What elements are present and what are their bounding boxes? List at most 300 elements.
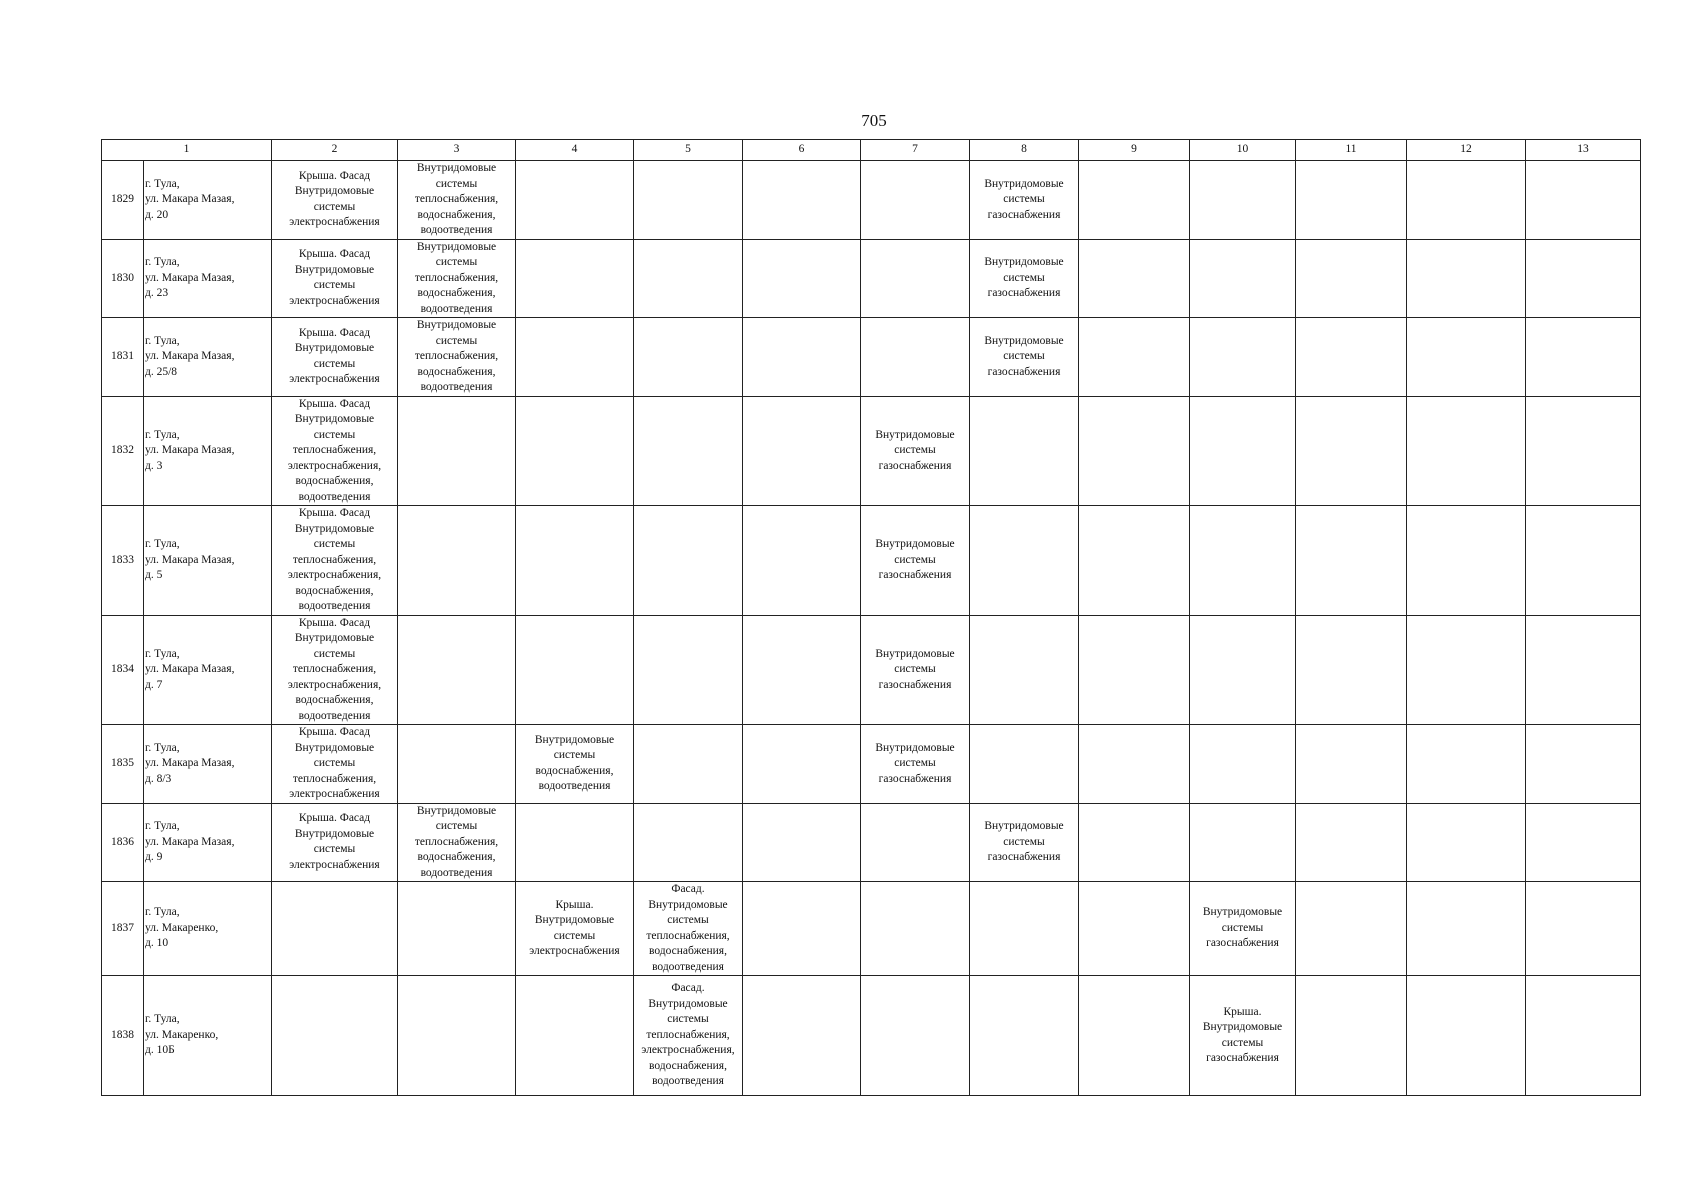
page-number: 705 bbox=[861, 111, 887, 130]
address-line: д. 8/3 bbox=[145, 772, 172, 785]
address-line: г. Тула, bbox=[145, 428, 180, 441]
work-cell-col-2 bbox=[272, 725, 398, 804]
column-header: 9 bbox=[1079, 140, 1190, 161]
work-line: теплоснабжения, bbox=[414, 835, 499, 848]
work-cell-col-6 bbox=[743, 506, 861, 616]
column-header: 13 bbox=[1526, 140, 1641, 161]
work-cell-col-7 bbox=[861, 318, 970, 397]
work-cell-col-11 bbox=[1296, 976, 1407, 1096]
address-line: ул. Макара Мазая, bbox=[145, 835, 235, 848]
work-line: Внутридомовые bbox=[416, 804, 497, 817]
work-cell-col-11 bbox=[1296, 882, 1407, 976]
work-cell-col-4 bbox=[516, 506, 634, 616]
column-header: 10 bbox=[1190, 140, 1296, 161]
work-line: газоснабжения bbox=[878, 678, 952, 691]
work-line: Фасад. bbox=[671, 982, 705, 995]
work-cell-col-2 bbox=[272, 882, 398, 976]
work-cell-col-10 bbox=[1190, 239, 1296, 318]
table-row bbox=[102, 239, 1641, 318]
work-line: водоотведения bbox=[420, 224, 493, 236]
work-cell-col-13 bbox=[1526, 976, 1641, 1096]
work-cell-col-11 bbox=[1296, 239, 1407, 318]
work-cell-col-12 bbox=[1407, 506, 1526, 616]
work-line: газоснабжения bbox=[1206, 937, 1279, 950]
column-header: 5 bbox=[634, 140, 743, 161]
table-row bbox=[102, 161, 1641, 240]
address-line: ул. Макара Мазая, bbox=[145, 350, 235, 362]
work-line: водоотведения bbox=[652, 1075, 724, 1088]
column-header: 1 bbox=[102, 140, 272, 161]
work-cell-col-6 bbox=[743, 161, 861, 240]
work-cell-col-8 bbox=[970, 725, 1079, 804]
work-cell-col-7 bbox=[861, 396, 970, 506]
work-line: водоотведения bbox=[298, 490, 371, 503]
work-line: водоснабжения, bbox=[295, 694, 374, 706]
work-cell-col-5 bbox=[634, 725, 743, 804]
column-header: 4 bbox=[516, 140, 634, 161]
work-cell-col-13 bbox=[1526, 615, 1641, 725]
address-cell bbox=[144, 506, 272, 616]
work-line: теплоснабжения, bbox=[292, 663, 377, 675]
row-number: 1838 bbox=[102, 976, 144, 1096]
work-line: Крыша. Фасад bbox=[298, 726, 371, 738]
work-line: газоснабжения bbox=[878, 772, 952, 785]
work-cell-col-10 bbox=[1190, 803, 1296, 882]
work-cell-col-11 bbox=[1296, 396, 1407, 506]
work-cell-col-3 bbox=[398, 976, 516, 1096]
address-line: ул. Макаренко, bbox=[145, 921, 219, 934]
work-cell-col-13 bbox=[1526, 239, 1641, 318]
work-line: газоснабжения bbox=[987, 208, 1061, 221]
work-cell-col-8 bbox=[970, 882, 1079, 976]
work-cell-col-7 bbox=[861, 882, 970, 976]
table-body bbox=[102, 161, 1641, 1096]
work-cell-col-11 bbox=[1296, 725, 1407, 804]
header-row bbox=[102, 140, 1641, 161]
work-line: Крыша. Фасад bbox=[298, 616, 371, 629]
work-cell-col-12 bbox=[1407, 882, 1526, 976]
work-cell-col-10 bbox=[1190, 615, 1296, 725]
work-cell-col-12 bbox=[1407, 615, 1526, 725]
address-line: г. Тула, bbox=[145, 334, 180, 347]
address-line: ул. Макара Мазая, bbox=[145, 757, 235, 769]
work-cell-col-12 bbox=[1407, 725, 1526, 804]
address-cell bbox=[144, 976, 272, 1096]
work-cell-col-4 bbox=[516, 318, 634, 397]
work-line: Внутридомовые bbox=[1202, 1021, 1283, 1033]
address-line: г. Тула, bbox=[145, 906, 180, 919]
work-line: водоснабжения, bbox=[417, 851, 496, 863]
address-line: г. Тула, bbox=[145, 647, 180, 660]
work-line: водоотведения bbox=[420, 381, 493, 393]
work-line: системы bbox=[313, 357, 356, 370]
work-cell-col-11 bbox=[1296, 318, 1407, 397]
work-line: системы bbox=[313, 647, 356, 660]
address-line: д. 3 bbox=[145, 459, 163, 472]
work-line: электроснабжения bbox=[289, 294, 380, 307]
work-line: Внутридомовые bbox=[984, 177, 1064, 190]
work-line: Внутридомовые bbox=[984, 820, 1064, 832]
work-cell-col-5 bbox=[634, 161, 743, 240]
work-cell-col-2 bbox=[272, 396, 398, 506]
work-line: системы bbox=[435, 820, 478, 832]
work-cell-col-7 bbox=[861, 161, 970, 240]
work-line: системы bbox=[435, 334, 478, 347]
work-cell-col-10 bbox=[1190, 882, 1296, 976]
row-number: 1833 bbox=[102, 506, 144, 616]
work-line: водоснабжения, bbox=[295, 475, 374, 487]
address-cell bbox=[144, 239, 272, 318]
work-line: теплоснабжения, bbox=[646, 1028, 730, 1041]
address-line: ул. Макаренко, bbox=[145, 1028, 219, 1041]
address-cell bbox=[144, 882, 272, 976]
address-line: ул. Макара Мазая, bbox=[145, 553, 235, 566]
work-line: Внутридомовые bbox=[534, 914, 615, 926]
work-line: системы bbox=[1221, 1036, 1264, 1049]
work-cell-col-9 bbox=[1079, 161, 1190, 240]
work-cell-col-10 bbox=[1190, 396, 1296, 506]
work-cell-col-4 bbox=[516, 976, 634, 1096]
work-cell-col-2 bbox=[272, 976, 398, 1096]
work-line: Крыша. Фасад bbox=[298, 248, 371, 261]
work-cell-col-10 bbox=[1190, 976, 1296, 1096]
work-line: системы bbox=[1003, 835, 1045, 848]
work-cell-col-13 bbox=[1526, 161, 1641, 240]
work-line: теплоснабжения, bbox=[292, 444, 377, 456]
work-cell-col-12 bbox=[1407, 396, 1526, 506]
table-row bbox=[102, 976, 1641, 1096]
work-line: Внутридомовые bbox=[294, 413, 375, 425]
work-line: Внутридомовые bbox=[416, 162, 497, 174]
column-header: 2 bbox=[272, 140, 398, 161]
work-cell-col-8 bbox=[970, 396, 1079, 506]
work-line: газоснабжения bbox=[878, 459, 952, 472]
work-line: Внутридомовые bbox=[294, 741, 375, 754]
work-line: системы bbox=[313, 843, 356, 856]
work-line: системы bbox=[894, 553, 936, 566]
work-cell-col-3 bbox=[398, 803, 516, 882]
work-cell-col-6 bbox=[743, 882, 861, 976]
address-cell bbox=[144, 615, 272, 725]
work-line: Внутридомовые bbox=[416, 319, 497, 331]
work-cell-col-11 bbox=[1296, 615, 1407, 725]
address-line: д. 23 bbox=[145, 287, 169, 299]
work-line: водоотведения bbox=[298, 709, 371, 722]
work-cell-col-4 bbox=[516, 396, 634, 506]
work-cell-col-7 bbox=[861, 725, 970, 804]
address-cell bbox=[144, 725, 272, 804]
work-cell-col-12 bbox=[1407, 803, 1526, 882]
work-line: теплоснабжения, bbox=[414, 271, 499, 284]
work-cell-col-3 bbox=[398, 506, 516, 616]
work-line: системы bbox=[313, 200, 356, 213]
address-cell bbox=[144, 396, 272, 506]
work-cell-col-9 bbox=[1079, 396, 1190, 506]
address-line: д. 20 bbox=[145, 208, 169, 221]
work-cell-col-2 bbox=[272, 506, 398, 616]
work-cell-col-4 bbox=[516, 725, 634, 804]
work-line: водоснабжения, bbox=[649, 1059, 727, 1072]
work-line: Внутридомовые bbox=[984, 334, 1064, 347]
table-row bbox=[102, 725, 1641, 804]
work-cell-col-5 bbox=[634, 396, 743, 506]
address-line: г. Тула, bbox=[145, 177, 180, 190]
work-line: системы bbox=[553, 929, 596, 942]
work-line: газоснабжения bbox=[987, 851, 1061, 863]
table-row bbox=[102, 882, 1641, 976]
row-number: 1830 bbox=[102, 239, 144, 318]
work-cell-col-5 bbox=[634, 615, 743, 725]
work-cell-col-7 bbox=[861, 615, 970, 725]
address-line: ул. Макара Мазая, bbox=[145, 193, 235, 205]
work-line: системы bbox=[667, 914, 709, 926]
work-line: электроснабжения bbox=[289, 858, 380, 871]
work-cell-col-3 bbox=[398, 396, 516, 506]
work-line: Внутридомовые bbox=[648, 898, 728, 911]
work-line: электроснабжения bbox=[289, 373, 380, 386]
work-cell-col-2 bbox=[272, 615, 398, 725]
work-cell-col-7 bbox=[861, 976, 970, 1096]
work-cell-col-8 bbox=[970, 976, 1079, 1096]
work-cell-col-4 bbox=[516, 803, 634, 882]
work-cell-col-8 bbox=[970, 239, 1079, 318]
address-cell bbox=[144, 318, 272, 397]
table-row bbox=[102, 615, 1641, 725]
address-line: ул. Макара Мазая, bbox=[145, 444, 235, 456]
work-line: Внутридомовые bbox=[294, 632, 375, 644]
work-line: электроснабжения, bbox=[287, 459, 382, 472]
work-cell-col-10 bbox=[1190, 725, 1296, 804]
work-cell-col-4 bbox=[516, 882, 634, 976]
work-cell-col-7 bbox=[861, 803, 970, 882]
work-cell-col-3 bbox=[398, 725, 516, 804]
work-cell-col-3 bbox=[398, 882, 516, 976]
work-line: системы bbox=[313, 757, 356, 769]
work-line: водоснабжения, bbox=[417, 287, 496, 299]
work-line: газоснабжения bbox=[1206, 1052, 1279, 1064]
work-line: Фасад. bbox=[671, 883, 705, 895]
work-cell-col-7 bbox=[861, 239, 970, 318]
address-cell bbox=[144, 161, 272, 240]
work-cell-col-5 bbox=[634, 882, 743, 976]
work-cell-col-2 bbox=[272, 803, 398, 882]
work-line: системы bbox=[313, 538, 356, 550]
address-line: д. 5 bbox=[145, 569, 163, 581]
work-line: водоснабжения, bbox=[417, 208, 496, 221]
work-cell-col-13 bbox=[1526, 725, 1641, 804]
work-cell-col-11 bbox=[1296, 506, 1407, 616]
work-cell-col-13 bbox=[1526, 882, 1641, 976]
work-cell-col-6 bbox=[743, 615, 861, 725]
work-cell-col-11 bbox=[1296, 161, 1407, 240]
work-line: Внутридомовые bbox=[648, 997, 728, 1010]
work-line: электроснабжения, bbox=[641, 1044, 735, 1057]
work-line: теплоснабжения, bbox=[292, 772, 377, 785]
work-cell-col-2 bbox=[272, 239, 398, 318]
work-line: газоснабжения bbox=[878, 569, 952, 581]
work-cell-col-10 bbox=[1190, 506, 1296, 616]
work-cell-col-8 bbox=[970, 803, 1079, 882]
work-cell-col-6 bbox=[743, 976, 861, 1096]
work-line: Крыша. Фасад bbox=[298, 326, 371, 339]
work-line: Крыша. Фасад bbox=[298, 169, 371, 182]
address-line: г. Тула, bbox=[145, 741, 180, 754]
work-line: теплоснабжения, bbox=[646, 929, 730, 942]
work-line: водоснабжения, bbox=[295, 584, 374, 597]
table-row bbox=[102, 318, 1641, 397]
work-cell-col-7 bbox=[861, 506, 970, 616]
work-cell-col-10 bbox=[1190, 318, 1296, 397]
work-line: Крыша. bbox=[1223, 1005, 1262, 1018]
work-cell-col-9 bbox=[1079, 976, 1190, 1096]
work-cell-col-8 bbox=[970, 161, 1079, 240]
address-line: д. 10 bbox=[145, 937, 169, 950]
work-line: системы bbox=[894, 444, 936, 456]
work-line: системы bbox=[313, 428, 356, 441]
address-line: г. Тула, bbox=[145, 538, 180, 550]
work-line: теплоснабжения, bbox=[292, 553, 377, 566]
work-cell-col-3 bbox=[398, 161, 516, 240]
work-cell-col-3 bbox=[398, 615, 516, 725]
address-line: д. 9 bbox=[145, 851, 163, 863]
work-cell-col-12 bbox=[1407, 161, 1526, 240]
work-cell-col-13 bbox=[1526, 396, 1641, 506]
table-row bbox=[102, 506, 1641, 616]
work-cell-col-6 bbox=[743, 318, 861, 397]
work-cell-col-13 bbox=[1526, 506, 1641, 616]
work-cell-col-6 bbox=[743, 239, 861, 318]
work-line: электроснабжения bbox=[289, 788, 380, 800]
work-line: Внутридомовые bbox=[875, 647, 955, 660]
work-line: системы bbox=[1003, 193, 1045, 205]
work-line: системы bbox=[894, 663, 936, 675]
address-line: г. Тула, bbox=[145, 1013, 180, 1026]
work-line: системы bbox=[435, 177, 478, 190]
work-cell-col-4 bbox=[516, 239, 634, 318]
address-line: ул. Макара Мазая, bbox=[145, 271, 235, 284]
address-line: д. 7 bbox=[145, 678, 163, 691]
work-line: водоотведения bbox=[420, 866, 493, 879]
work-line: Внутридомовые bbox=[294, 185, 375, 198]
work-line: водоснабжения, bbox=[649, 945, 727, 957]
row-number: 1835 bbox=[102, 725, 144, 804]
row-number: 1832 bbox=[102, 396, 144, 506]
column-header: 11 bbox=[1296, 140, 1407, 161]
work-line: Внутридомовые bbox=[416, 240, 497, 253]
work-cell-col-12 bbox=[1407, 239, 1526, 318]
work-cell-col-5 bbox=[634, 976, 743, 1096]
work-line: системы bbox=[667, 1013, 709, 1026]
work-cell-col-9 bbox=[1079, 803, 1190, 882]
work-cell-col-9 bbox=[1079, 318, 1190, 397]
work-line: системы bbox=[1003, 271, 1045, 284]
work-line: водоотведения bbox=[652, 960, 724, 973]
address-line: д. 25/8 bbox=[145, 365, 178, 378]
column-header: 6 bbox=[743, 140, 861, 161]
work-line: системы bbox=[435, 256, 478, 268]
work-line: газоснабжения bbox=[987, 287, 1061, 299]
column-header: 8 bbox=[970, 140, 1079, 161]
work-cell-col-3 bbox=[398, 318, 516, 397]
work-line: Крыша. Фасад bbox=[298, 397, 371, 410]
address-line: д. 10Б bbox=[145, 1044, 175, 1057]
work-line: электроснабжения, bbox=[287, 678, 382, 691]
work-cell-col-4 bbox=[516, 161, 634, 240]
work-cell-col-6 bbox=[743, 803, 861, 882]
address-cell bbox=[144, 803, 272, 882]
work-line: водоотведения bbox=[298, 600, 371, 612]
work-line: водоотведения bbox=[420, 302, 493, 315]
column-header: 12 bbox=[1407, 140, 1526, 161]
work-line: Внутридомовые bbox=[534, 733, 615, 746]
work-cell-col-3 bbox=[398, 239, 516, 318]
work-line: теплоснабжения, bbox=[414, 350, 499, 362]
work-line: электроснабжения, bbox=[287, 569, 382, 581]
work-line: Внутридомовые bbox=[875, 538, 955, 550]
work-cell-col-12 bbox=[1407, 318, 1526, 397]
work-line: Крыша. Фасад bbox=[298, 812, 371, 825]
address-line: ул. Макара Мазая, bbox=[145, 663, 235, 675]
work-cell-col-13 bbox=[1526, 318, 1641, 397]
column-header: 3 bbox=[398, 140, 516, 161]
work-line: Крыша. bbox=[555, 898, 594, 911]
work-line: Внутридомовые bbox=[875, 741, 955, 754]
row-number: 1834 bbox=[102, 615, 144, 725]
column-header: 7 bbox=[861, 140, 970, 161]
work-cell-col-13 bbox=[1526, 803, 1641, 882]
work-cell-col-5 bbox=[634, 318, 743, 397]
work-cell-col-9 bbox=[1079, 615, 1190, 725]
work-line: электроснабжения bbox=[289, 216, 380, 229]
work-line: водоснабжения, bbox=[417, 365, 496, 378]
work-cell-col-8 bbox=[970, 615, 1079, 725]
table-row bbox=[102, 803, 1641, 882]
work-line: Внутридомовые bbox=[294, 342, 375, 355]
work-cell-col-8 bbox=[970, 318, 1079, 397]
work-line: Внутридомовые bbox=[294, 827, 375, 840]
work-line: газоснабжения bbox=[987, 365, 1061, 378]
work-cell-col-5 bbox=[634, 239, 743, 318]
work-cell-col-9 bbox=[1079, 882, 1190, 976]
work-cell-col-11 bbox=[1296, 803, 1407, 882]
work-line: водоснабжения, bbox=[535, 764, 614, 777]
work-cell-col-6 bbox=[743, 725, 861, 804]
work-cell-col-5 bbox=[634, 803, 743, 882]
work-line: системы bbox=[553, 749, 596, 762]
work-cell-col-6 bbox=[743, 396, 861, 506]
row-number: 1831 bbox=[102, 318, 144, 397]
work-cell-col-9 bbox=[1079, 506, 1190, 616]
work-cell-col-8 bbox=[970, 506, 1079, 616]
work-cell-col-9 bbox=[1079, 725, 1190, 804]
table-row bbox=[102, 396, 1641, 506]
work-line: Внутридомовые bbox=[1202, 906, 1283, 919]
work-line: системы bbox=[894, 757, 936, 769]
address-line: г. Тула, bbox=[145, 820, 180, 832]
work-cell-col-2 bbox=[272, 318, 398, 397]
row-number: 1836 bbox=[102, 803, 144, 882]
work-cell-col-10 bbox=[1190, 161, 1296, 240]
work-cell-col-2 bbox=[272, 161, 398, 240]
work-cell-col-5 bbox=[634, 506, 743, 616]
work-line: Внутридомовые bbox=[984, 256, 1064, 268]
work-line: Внутридомовые bbox=[875, 428, 955, 441]
repair-schedule-table bbox=[101, 139, 1641, 1096]
work-line: системы bbox=[1221, 921, 1264, 934]
work-cell-col-12 bbox=[1407, 976, 1526, 1096]
work-line: системы bbox=[1003, 350, 1045, 362]
address-line: г. Тула, bbox=[145, 256, 180, 268]
